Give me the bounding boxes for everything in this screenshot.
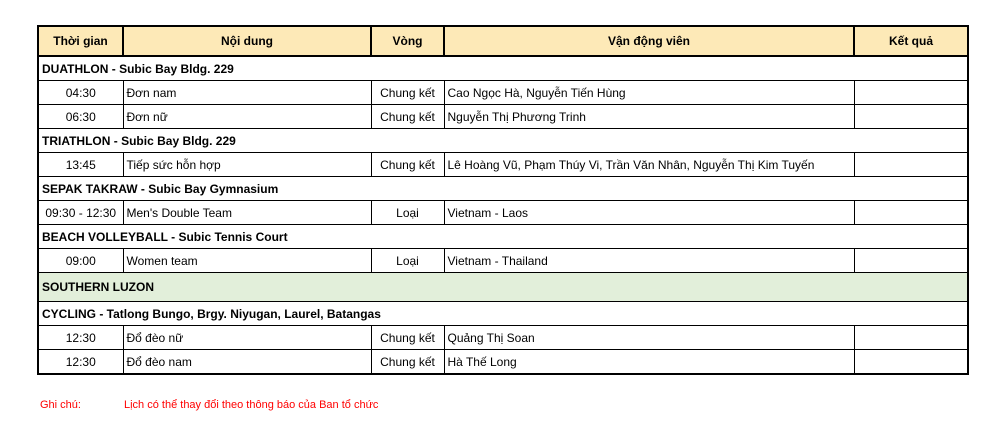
region-row — [38, 273, 968, 302]
cell-time: 04:30 — [38, 81, 123, 105]
cell-time: 12:30 — [38, 350, 123, 375]
cell-result — [854, 201, 968, 225]
cell-result — [854, 249, 968, 273]
note-label: Ghi chú: — [40, 399, 81, 411]
section-title: TRIATHLON - Subic Bay Bldg. 229 — [38, 129, 968, 153]
table-row — [38, 249, 968, 273]
cell-content: Đơn nữ — [123, 105, 371, 129]
cell-time: 09:30 - 12:30 — [38, 201, 123, 225]
cell-time: 06:30 — [38, 105, 123, 129]
cell-content: Đổ đèo nữ — [123, 326, 371, 350]
cell-round: Loại — [371, 249, 444, 273]
cell-round: Chung kết — [371, 105, 444, 129]
cell-content: Đơn nam — [123, 81, 371, 105]
cell-result — [854, 326, 968, 350]
section-title: BEACH VOLLEYBALL - Subic Tennis Court — [38, 225, 968, 249]
cell-time: 12:30 — [38, 326, 123, 350]
cell-round: Chung kết — [371, 153, 444, 177]
header-athletes: Vận động viên — [444, 26, 854, 56]
section-row — [38, 302, 968, 326]
cell-time: 13:45 — [38, 153, 123, 177]
cell-round: Chung kết — [371, 350, 444, 375]
cell-content: Tiếp sức hỗn hợp — [123, 153, 371, 177]
note-text: Lịch có thể thay đổi theo thông báo của Ban tổ chức — [124, 399, 379, 411]
table-row — [38, 326, 968, 350]
cell-time: 09:00 — [38, 249, 123, 273]
section-title: CYCLING - Tatlong Bungo, Brgy. Niyugan, Laurel, Batangas — [38, 302, 968, 326]
cell-result — [854, 105, 968, 129]
table-row — [38, 81, 968, 105]
cell-round: Chung kết — [371, 81, 444, 105]
section-row — [38, 225, 968, 249]
table-row — [38, 153, 968, 177]
table-row — [38, 201, 968, 225]
schedule-table — [37, 25, 969, 375]
cell-athletes: Vietnam - Laos — [444, 201, 854, 225]
cell-content: Men's Double Team — [123, 201, 371, 225]
cell-round: Chung kết — [371, 326, 444, 350]
header-round: Vòng — [371, 26, 444, 56]
cell-result — [854, 81, 968, 105]
cell-athletes: Quảng Thị Soan — [444, 326, 854, 350]
cell-content: Đổ đèo nam — [123, 350, 371, 375]
cell-result — [854, 153, 968, 177]
header-result: Kết quả — [854, 26, 968, 56]
cell-round: Loại — [371, 201, 444, 225]
table-row — [38, 350, 968, 375]
region-title: SOUTHERN LUZON — [38, 273, 968, 302]
cell-athletes: Hà Thế Long — [444, 350, 854, 375]
table-header — [38, 26, 968, 56]
cell-athletes: Cao Ngọc Hà, Nguyễn Tiến Hùng — [444, 81, 854, 105]
cell-athletes: Lê Hoàng Vũ, Phạm Thúy Vi, Trần Văn Nhân, Nguyễn Thị Kim Tuyến — [444, 153, 854, 177]
section-title: SEPAK TAKRAW - Subic Bay Gymnasium — [38, 177, 968, 201]
header-content: Nội dung — [123, 26, 371, 56]
section-title: DUATHLON - Subic Bay Bldg. 229 — [38, 56, 968, 81]
cell-athletes: Nguyễn Thị Phương Trinh — [444, 105, 854, 129]
section-row — [38, 129, 968, 153]
cell-result — [854, 350, 968, 375]
table-row — [38, 105, 968, 129]
section-row — [38, 56, 968, 81]
header-time: Thời gian — [38, 26, 123, 56]
cell-content: Women team — [123, 249, 371, 273]
cell-athletes: Vietnam - Thailand — [444, 249, 854, 273]
section-row — [38, 177, 968, 201]
